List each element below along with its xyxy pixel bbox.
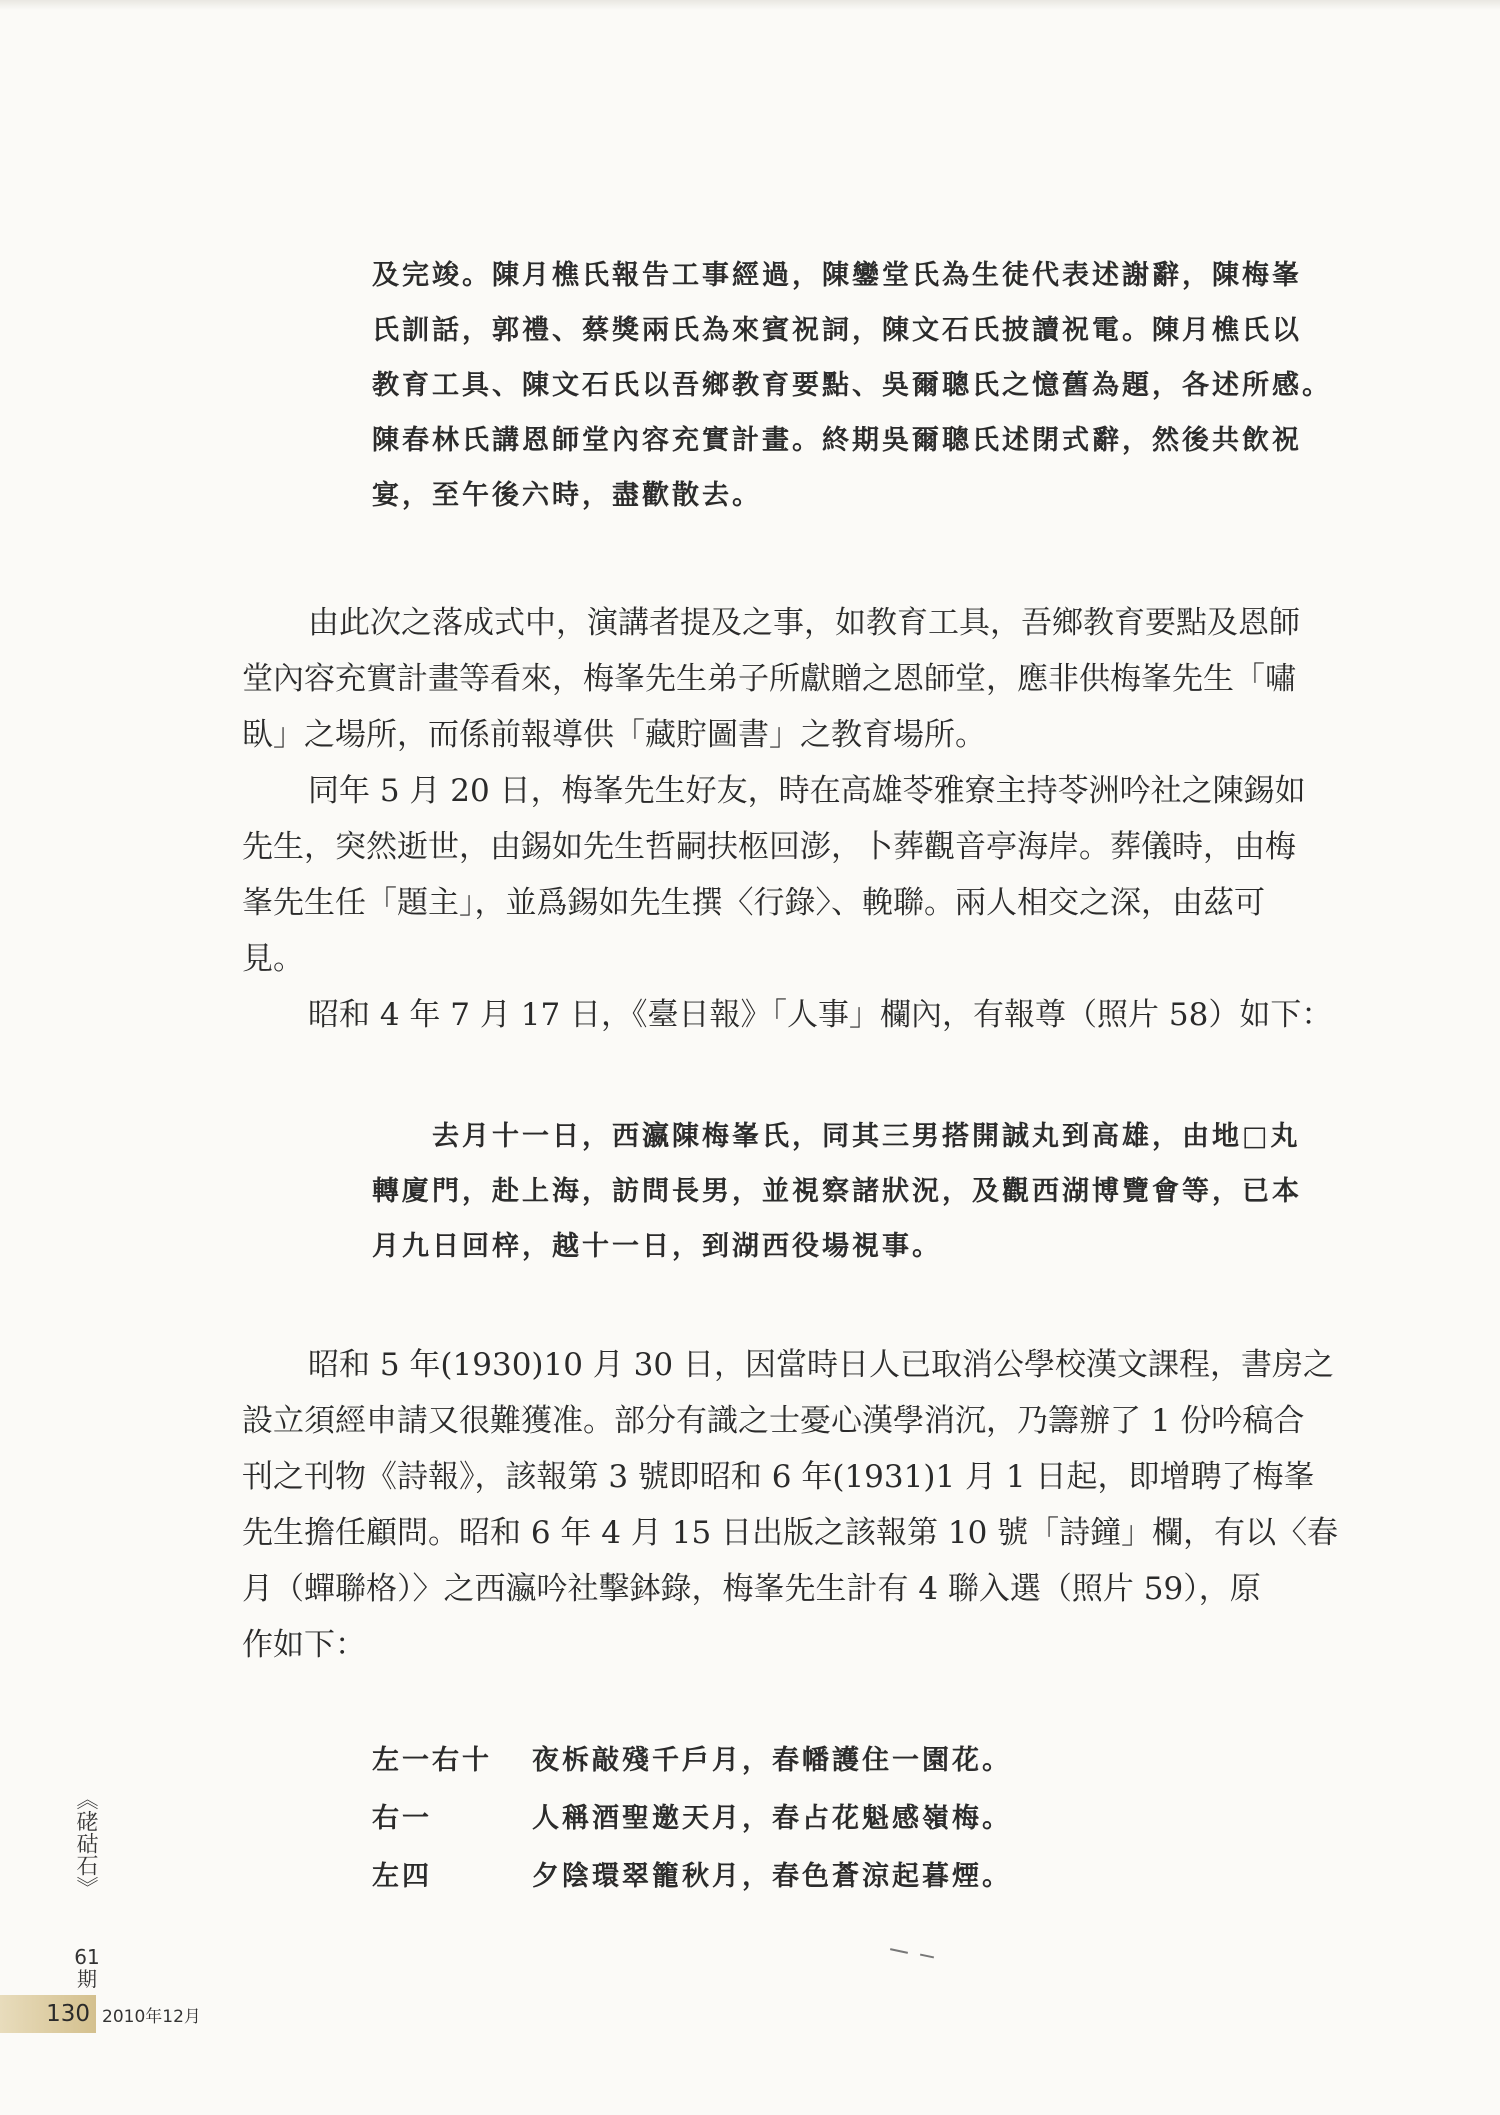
quote-line: 教育工具、陳文石氏以吾鄉教育要點、吳爾聰氏之憶舊為題，各述所感。 [372,370,1332,401]
quote-line: 氏訓話，郭禮、蔡獎兩氏為來賓祝詞，陳文石氏披讀祝電。陳月樵氏以 [372,315,1302,346]
body-line: 先生擔任顧問。昭和 6 年 4 月 15 日出版之該報第 10 號「詩鐘」欄，有以〈春 [242,1515,1339,1551]
body-line: 作如下： [242,1627,366,1663]
page-footer [0,1995,201,2033]
poem-row [372,1848,1012,1906]
body-line: 同年 5 月 20 日，梅峯先生好友，時在高雄苓雅寮主持苓洲吟社之陳錫如 [308,773,1306,809]
poem-line: 夜柝敲殘千戶月，春幡護住一園花。 [532,1745,1012,1776]
body-line: 昭和 4 年 7 月 17 日，《臺日報》「人事」欄內，有報尊（照片 58）如下： [308,997,1333,1033]
quote-line: 月九日回梓，越十一日，到湖西役場視事。 [372,1231,942,1262]
issue-number: 61 [74,1945,100,1969]
poem-line: 人稱酒聖邀天月，春占花魁感嶺梅。 [532,1803,1012,1834]
body-line: 刊之刊物《詩報》，該報第 3 號即昭和 6 年(1931)1 月 1 日起，即增聘了梅峯 [242,1459,1315,1495]
body-line: 先生，突然逝世，由錫如先生哲嗣扶柩回澎，卜葬觀音亭海岸。葬儀時，由梅 [242,829,1296,865]
body-line: 峯先生任「題主」，並爲錫如先生撰〈行錄〉、輓聯。兩人相交之深，由茲可 [242,885,1265,921]
journal-title: 《硓𥑮石》 [73,1788,98,1898]
poem-row [372,1790,1012,1848]
poem-row [372,1732,1012,1790]
body-line: 昭和 5 年(1930)10 月 30 日，因當時日人已取消公學校漢文課程，書房之 [308,1347,1334,1383]
body-paragraphs-2 [242,1337,1362,1673]
body-line: 堂內容充實計畫等看來，梅峯先生弟子所獻贈之恩師堂，應非供梅峯先生「嘯 [242,661,1296,697]
body-line: 由此次之落成式中，演講者提及之事，如教育工具，吾鄉教育要點及恩師 [308,605,1300,641]
publication-date: 2010年12月 [102,2006,201,2027]
body-line: 設立須經申請又很難獲准。部分有識之士憂心漢學消沉，乃籌辦了 1 份吟稿合 [242,1403,1305,1439]
quote-line: 去月十一日，西瀛陳梅峯氏，同其三男搭開誠丸到高雄，由地□丸 [432,1121,1301,1152]
quoted-report-2 [372,1109,1358,1274]
quote-line: 陳春林氏講恩師堂內容充實計畫。終期吳爾聰氏述閉式辭，然後共飲祝 [372,425,1302,456]
body-line: 見。 [242,941,304,977]
issue-suffix: 期 [77,1967,97,1991]
poem-rank: 左一右十 [372,1745,492,1776]
poem-rank: 右一 [372,1803,432,1834]
scan-mark [890,1948,908,1954]
page-number: 130 [46,2001,90,2027]
body-line: 臥」之場所，而係前報導供「藏貯圖書」之教育場所。 [242,717,986,753]
issue-label [72,1946,102,1990]
poem-couplets [372,1732,1012,1906]
scan-mark [920,1954,934,1959]
body-line: 月（蟬聯格）〉之西瀛吟社擊鉢錄，梅峯先生計有 4 聯入選（照片 59），原 [242,1571,1261,1607]
page-edge [0,0,1500,10]
body-paragraphs-1 [242,595,1362,1043]
quote-line: 及完竣。陳月樵氏報告工事經過，陳鑾堂氏為生徒代表述謝辭，陳梅峯 [372,260,1302,291]
poem-rank: 左四 [372,1861,432,1892]
page-number-tab [0,1995,96,2033]
poem-line: 夕陰環翠籠秋月，春色蒼涼起暮煙。 [532,1861,1012,1892]
quoted-report-1 [372,248,1358,523]
quote-line: 宴，至午後六時，盡歡散去。 [372,480,762,511]
quote-line: 轉廈門，赴上海，訪問長男，並視察諸狀況，及觀西湖博覽會等，已本 [372,1176,1302,1207]
